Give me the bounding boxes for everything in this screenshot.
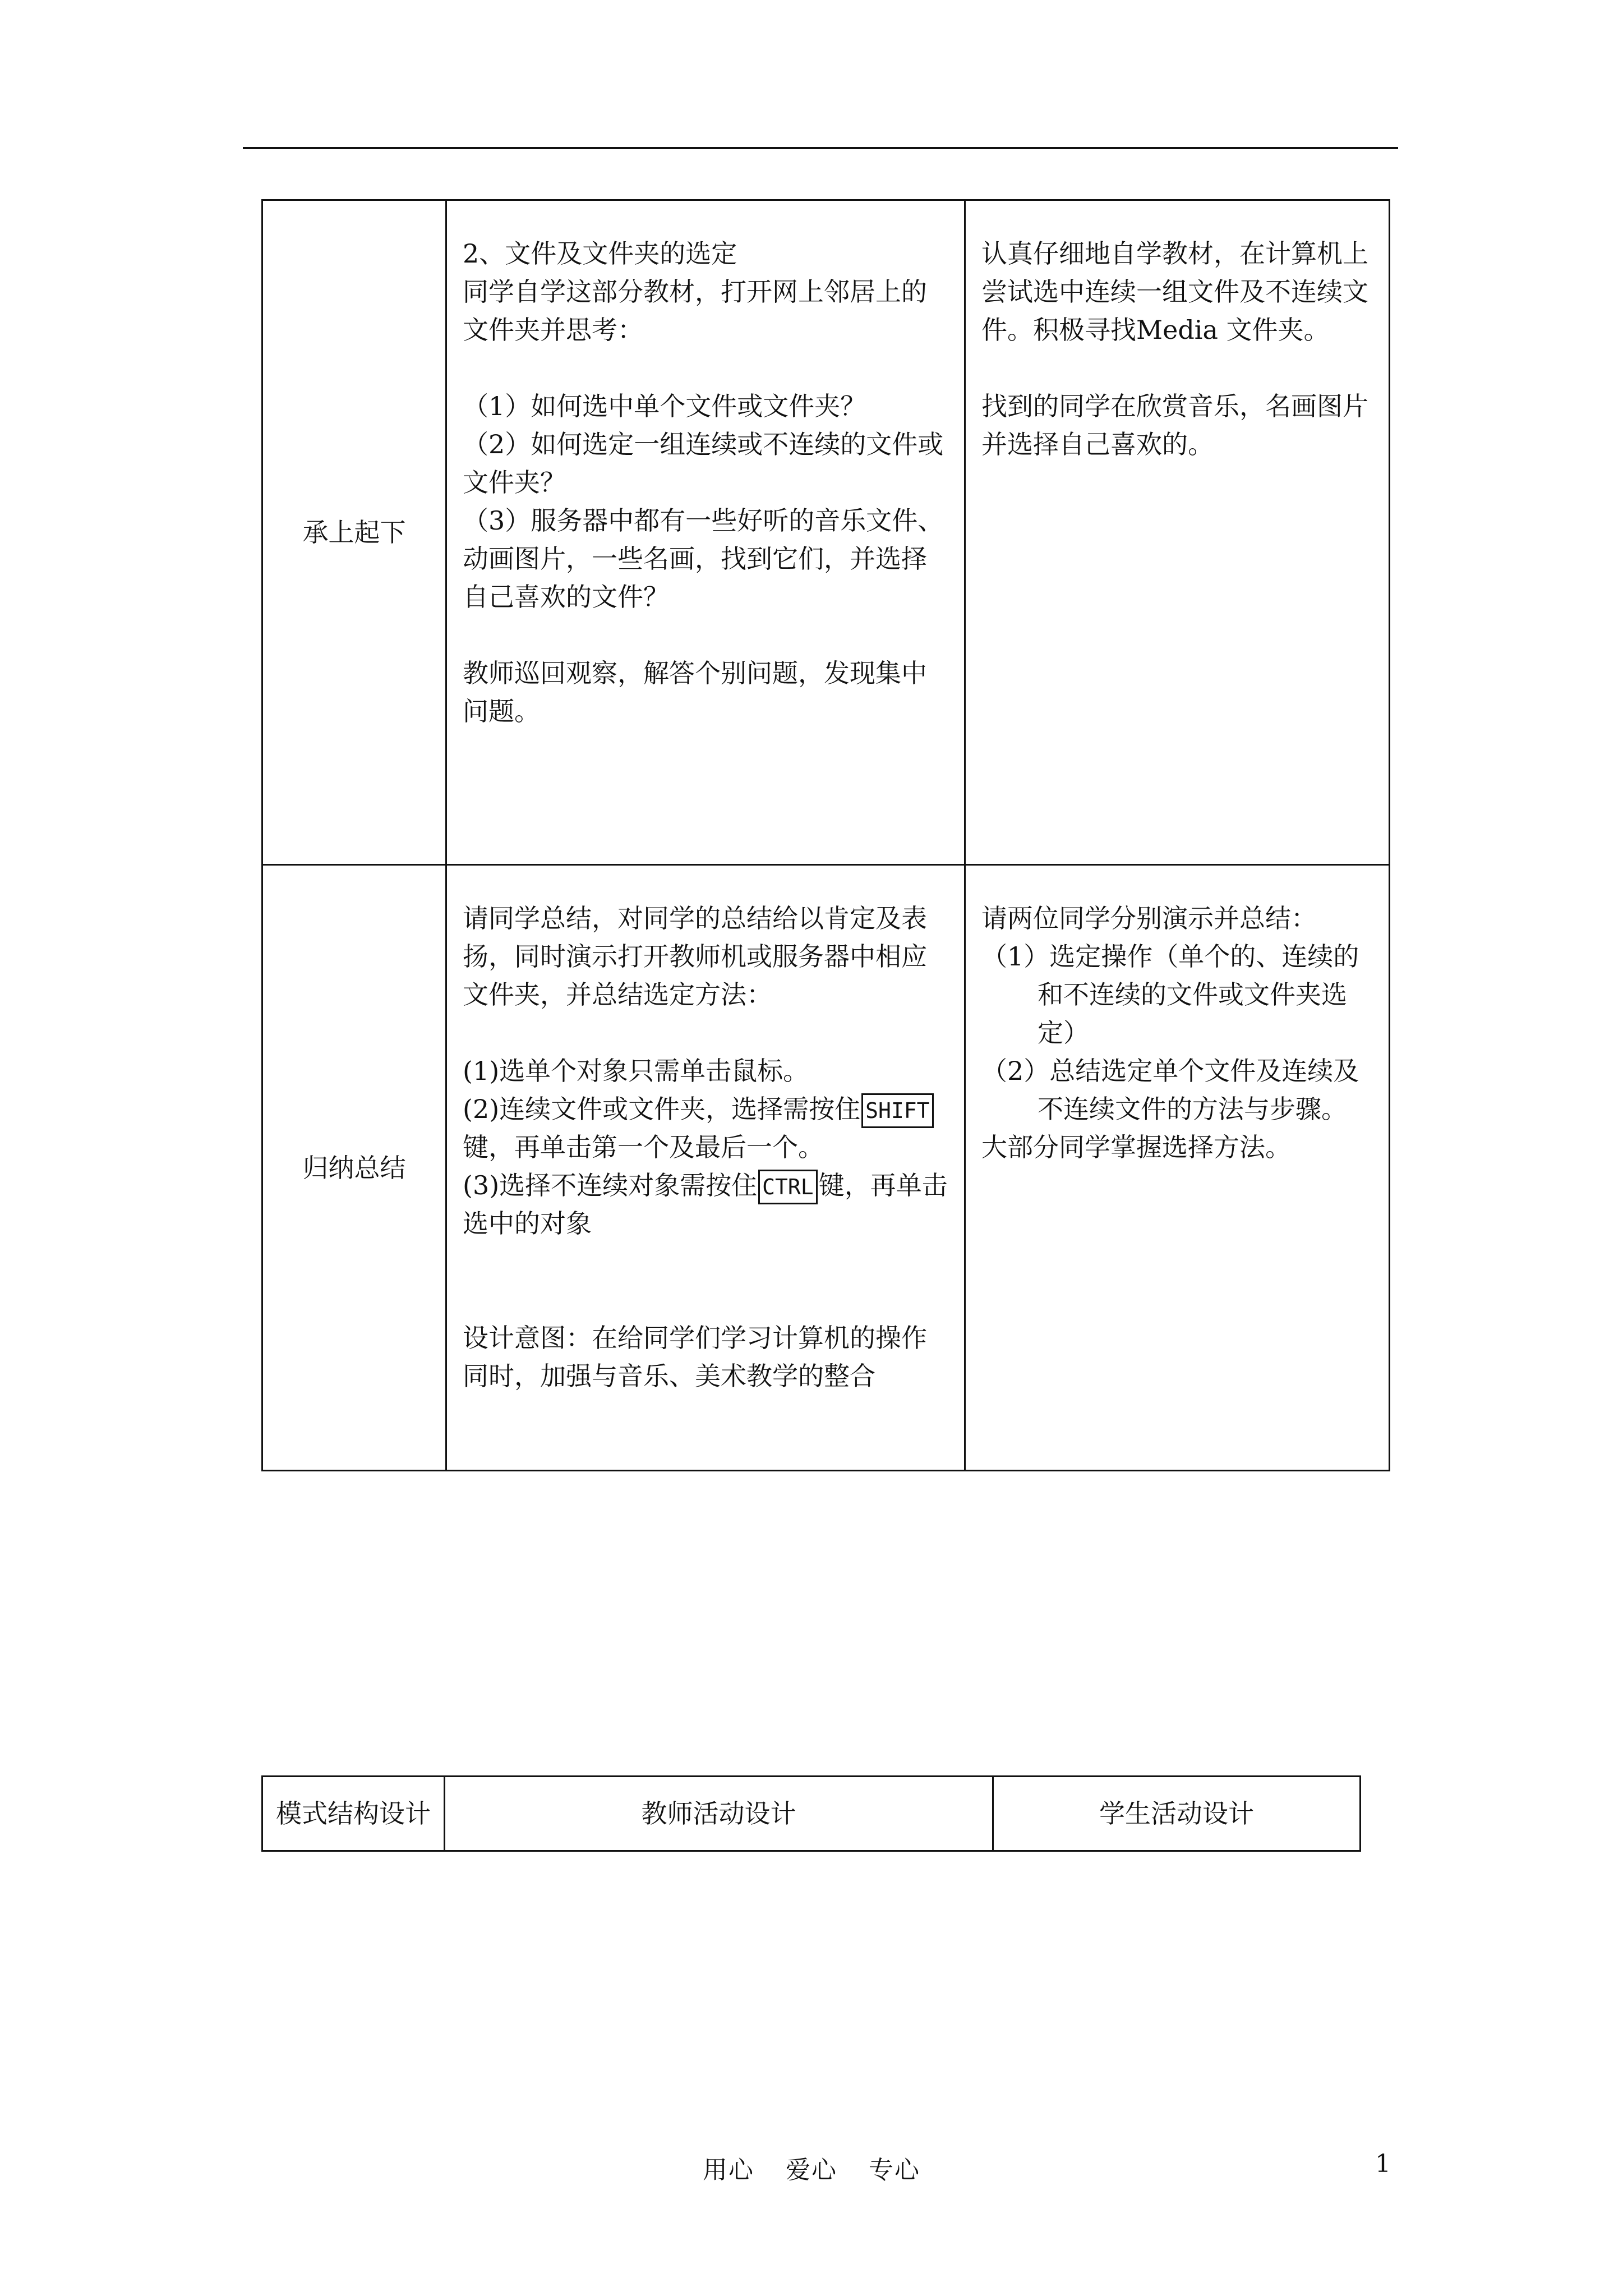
column-header-student: 学生活动设计 xyxy=(993,1777,1361,1851)
teacher-note: 教师巡回观察，解答个别问题，发现集中问题。 xyxy=(463,658,927,726)
student-item: （1）选定操作（单个的、连续的和不连续的文件或文件夹选定） xyxy=(981,941,1359,1048)
section-heading: 2、文件及文件夹的选定 xyxy=(463,238,737,269)
column-header-teacher: 教师活动设计 xyxy=(445,1777,993,1851)
stage-label: 承上起下 xyxy=(302,517,406,547)
stage-cell xyxy=(262,865,446,1471)
student-item: （2）总结选定单个文件及连续及不连续文件的方法与步骤。 xyxy=(981,1056,1359,1124)
student-intro: 请两位同学分别演示并总结： xyxy=(981,903,1317,933)
method-item xyxy=(463,1090,951,1166)
header-rule xyxy=(243,147,1398,149)
ctrl-key-label: CTRL xyxy=(758,1170,818,1204)
shift-key-label: SHIFT xyxy=(861,1093,933,1128)
method-text: (3)选择不连续对象需按住 xyxy=(463,1170,758,1200)
column-header-structure: 模式结构设计 xyxy=(262,1777,445,1851)
method-text: 键，再单击第一个及最后一个。 xyxy=(463,1132,824,1162)
table-row xyxy=(262,1777,1361,1851)
lesson-table xyxy=(261,199,1390,1471)
student-text: 认真仔细地自学教材，在计算机上尝试选中连续一组文件及不连续文件。积极寻找Media 文件夹。 xyxy=(981,238,1368,345)
teacher-activity-cell xyxy=(446,865,965,1471)
table-row-transition xyxy=(262,200,1390,865)
stage-label: 归纳总结 xyxy=(302,1152,406,1183)
question-item: （3）服务器中都有一些好听的音乐文件、动画图片，一些名画，找到它们，并选择自己喜欢的文件？ xyxy=(463,505,944,612)
table-row-summary xyxy=(262,865,1390,1471)
student-activity-cell xyxy=(965,200,1390,865)
teacher-activity-cell xyxy=(446,200,965,865)
question-item: （2）如何选定一组连续或不连续的文件或文件夹？ xyxy=(463,429,944,498)
student-outro: 大部分同学掌握选择方法。 xyxy=(981,1132,1291,1162)
method-item: (1)选单个对象只需单击鼠标。 xyxy=(463,1056,809,1086)
page-number: 1 xyxy=(1375,2150,1391,2178)
method-item xyxy=(463,1166,951,1243)
student-text: 找到的同学在欣赏音乐，名画图片并选择自己喜欢的。 xyxy=(981,391,1368,459)
design-intent: 设计意图：在给同学们学习计算机的操作同时，加强与音乐、美术教学的整合 xyxy=(463,1323,927,1391)
method-text: (2)连续文件或文件夹，选择需按住 xyxy=(463,1094,861,1124)
instruction-text: 同学自学这部分教材，打开网上邻居上的文件夹并思考： xyxy=(463,277,927,345)
method-text: 键，再单击选中的对象 xyxy=(463,1170,948,1239)
column-header-table xyxy=(261,1775,1361,1852)
student-activity-cell xyxy=(965,865,1390,1471)
question-item: （1）如何选中单个文件或文件夹？ xyxy=(463,391,866,421)
stage-cell xyxy=(262,200,446,865)
footer-motto: 用心 爱心 专心 xyxy=(703,2156,920,2184)
teacher-intro: 请同学总结，对同学的总结给以肯定及表扬，同时演示打开教师机或服务器中相应文件夹，并总结选定方法： xyxy=(463,903,927,1010)
